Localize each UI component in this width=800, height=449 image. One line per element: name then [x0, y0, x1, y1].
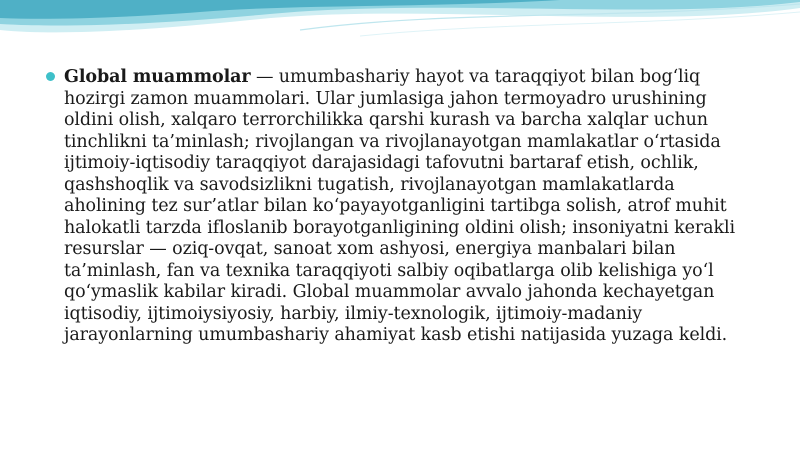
bullet-term: Global muammolar	[64, 67, 251, 87]
header-wave-decoration	[0, 0, 800, 70]
bullet-body-text: — umumbashariy hayot va taraqqiyot bilan bog‘liq hozirgi zamon muammolari. Ular jumlasiga jahon termoyadro urushining oldini olish, xalqaro terrorchilikka qarshi kurash va barcha xalqlar uchun tinchlikni ta’minlash; rivojlangan va rivojlanayotgan mamlakatlar o‘rtasida ijtimoiy-iqtisodiy taraqqiyot darajasidagi tafovutni bartaraf etish, ochlik, qashshoqlik va savodsizlikni tugatish, rivojlanayotgan mamlakatlarda aholining tez sur’atlar bilan ko‘payayotganligini tartibga solish, atrof muhit halokatli tarzda ifloslanib borayotganligining oldini olish; insoniyatni kerakli resurslar — oziq-ovqat, sanoat xom ashyosi, energiya manbalari bilan ta’minlash, fan va texnika taraqqiyoti salbiy oqibatlarga olib kelishiga yo‘l qo‘ymaslik kabilar kiradi. Global muammolar avvalo jahonda kechayetgan iqtisodiy, ijtimoiysiyosiy, harbiy, ilmiy-texnologik, ijtimoiy-madaniy jarayonlarning umumbashariy ahamiyat kasb etishi natijasida yuzaga keldi.	[64, 67, 735, 345]
bullet-item	[46, 67, 761, 347]
bullet-dot-icon	[46, 72, 55, 81]
bullet-paragraph	[64, 67, 761, 347]
